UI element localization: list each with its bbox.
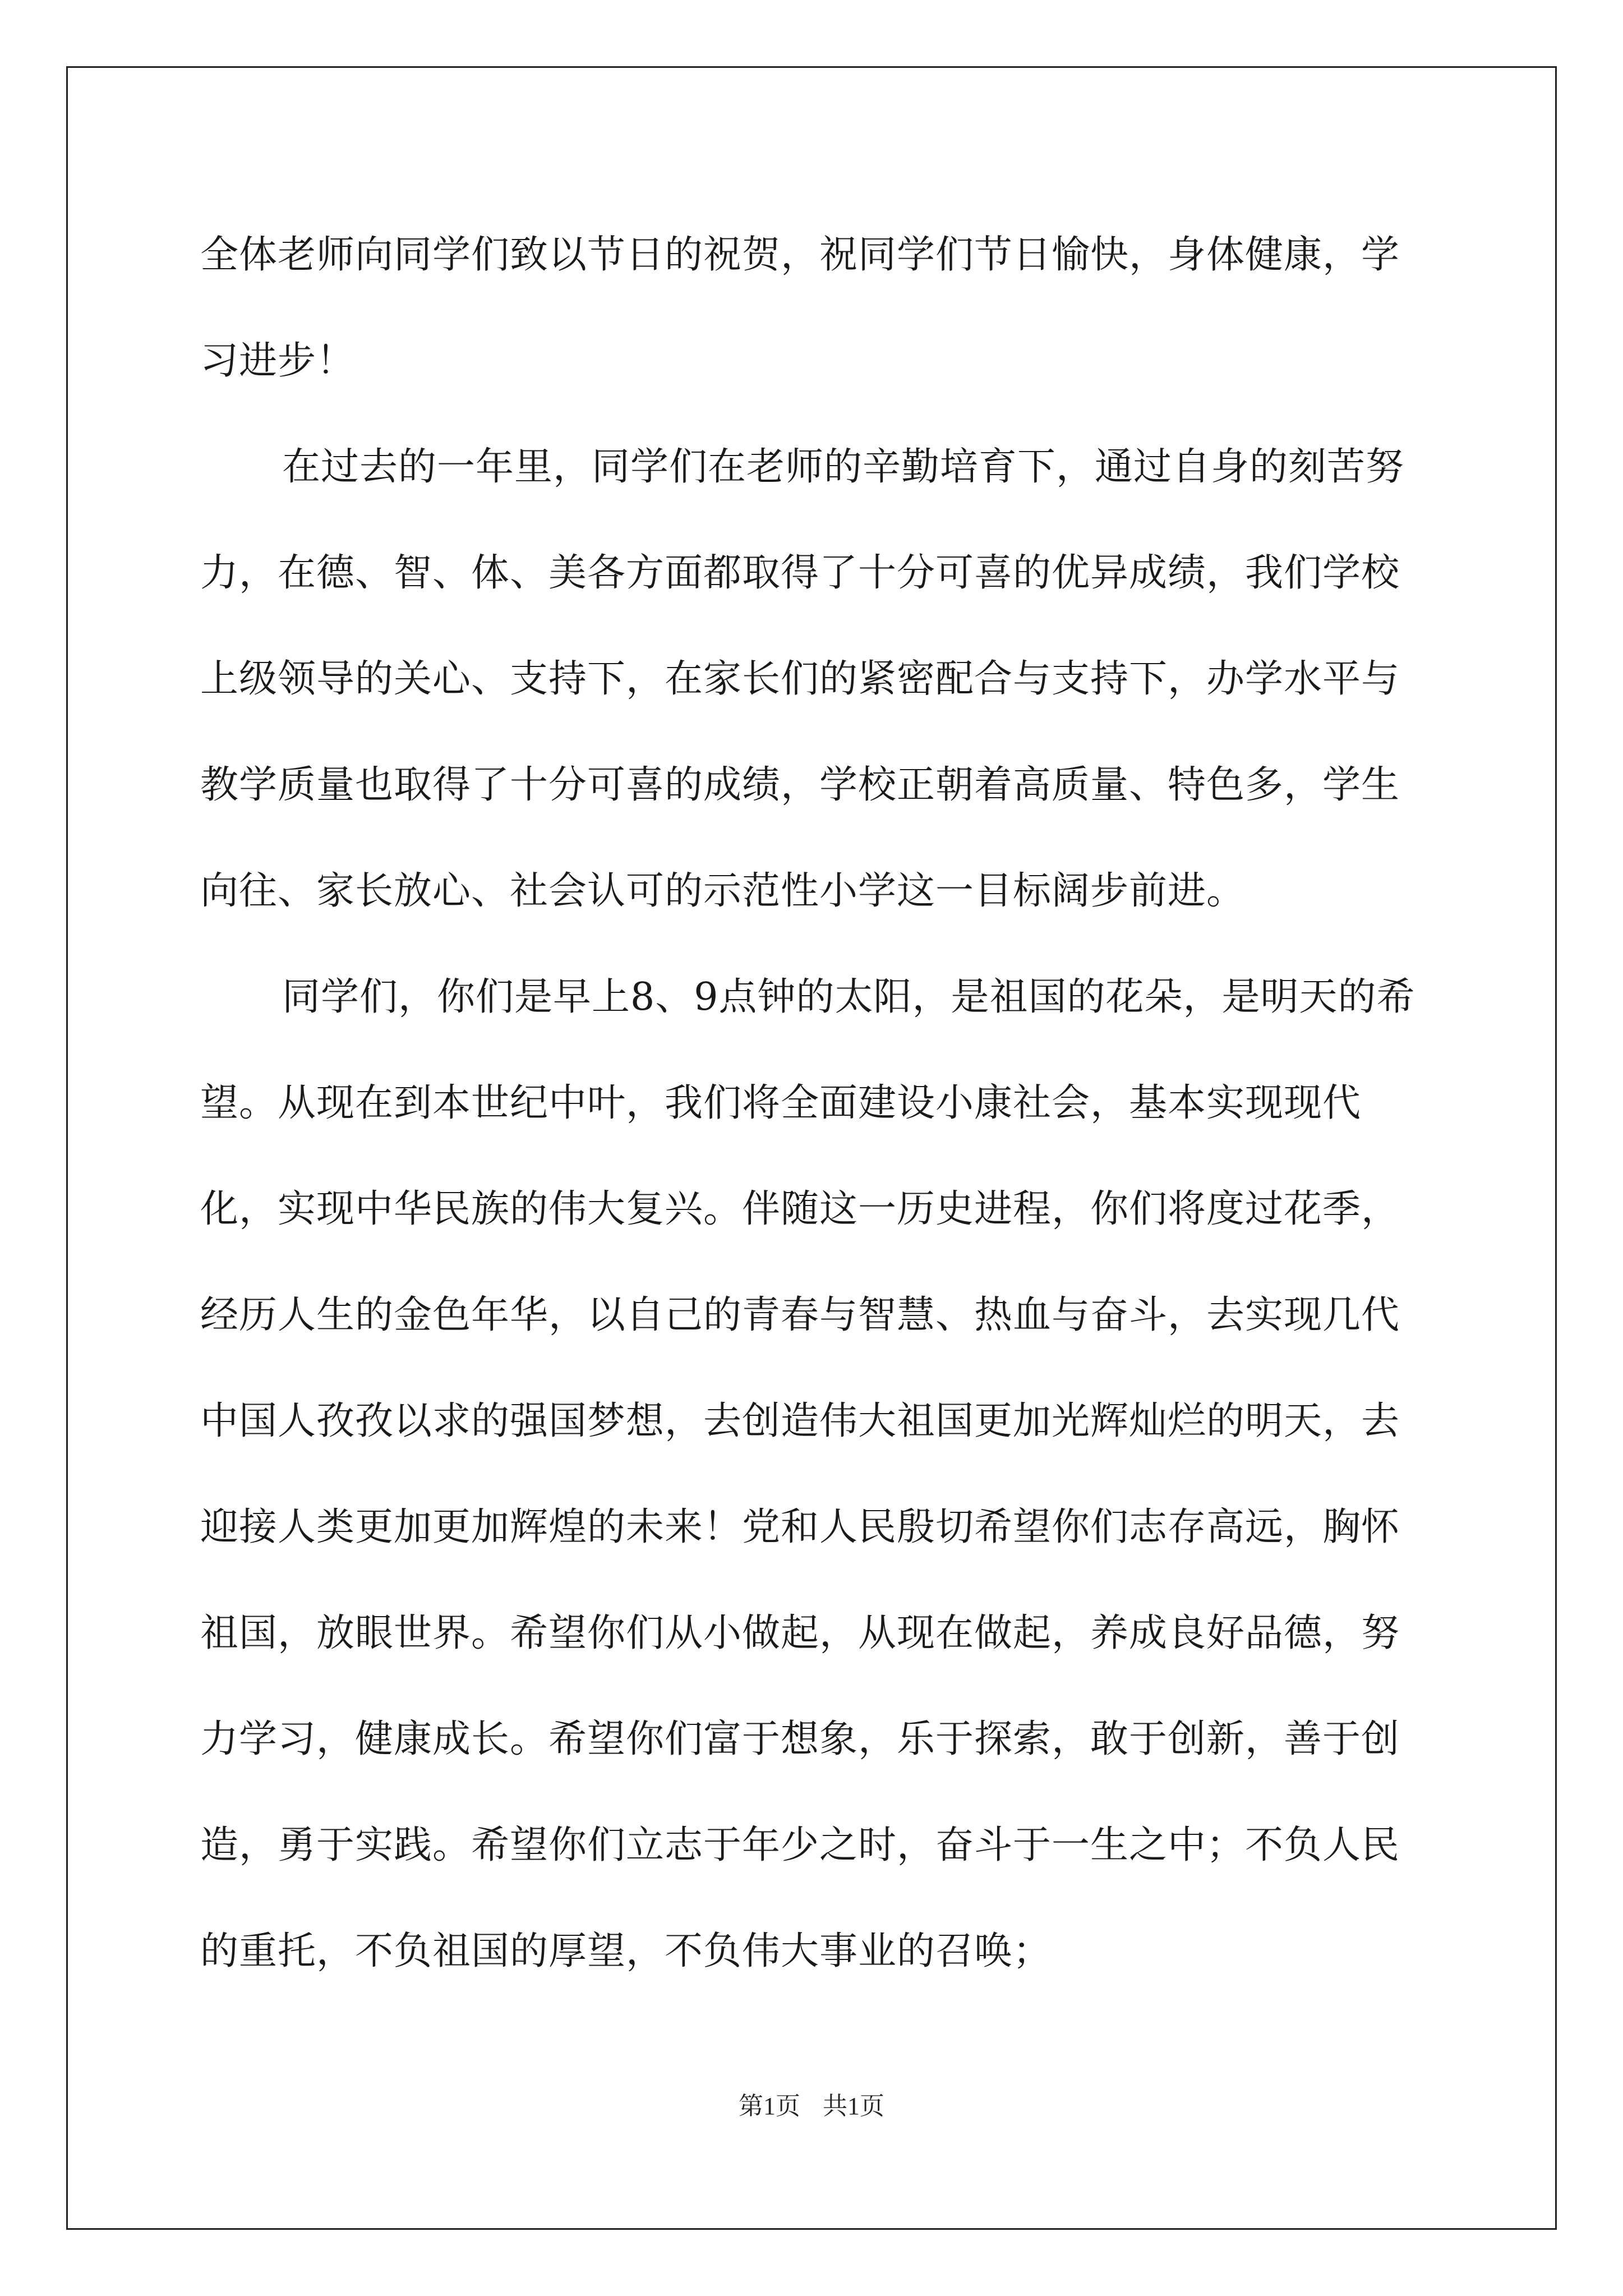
paragraph-greeting: 全体老师向同学们致以节日的祝贺，祝同学们节日愉快，身体健康，学习进步！	[200, 233, 1400, 383]
page-footer	[0, 2086, 1623, 2122]
paragraph-hopes: 同学们，你们是早上8、9点钟的太阳，是祖国的花朵，是明天的希望。从现在到本世纪中叶，我们将全面建设小康社会，基本实现现代化，实现中华民族的伟大复兴。伴随这一历史进程，你们将度过花季，经历人生的金色年华，以自己的青春与智慧、热血与奋斗，去实现几代中国人孜孜以求的强国梦想，去创造伟大祖国更加光辉灿烂的明天，去迎接人类更加更加辉煌的未来！党和人民殷切希望你们志存高远，胸怀祖国，放眼世界。希望你们从小做起，从现在做起，养成良好品德，努力学习，健康成长。希望你们富于想象，乐于探索，敢于创新，善于创造，勇于实践。希望你们立志于年少之时，奋斗于一生之中；不负人民的重托，不负祖国的厚望，不负伟大事业的召唤；	[200, 975, 1415, 1973]
page-number: 第1页	[739, 2092, 800, 2120]
page-total: 共1页	[823, 2092, 884, 2120]
paragraph-achievements: 在过去的一年里，同学们在老师的辛勤培育下，通过自身的刻苦努力，在德、智、体、美各方面都取得了十分可喜的优异成绩，我们学校上级领导的关心、支持下，在家长们的紧密配合与支持下，办学水平与教学质量也取得了十分可喜的成绩，学校正朝着高质量、特色多，学生向往、家长放心、社会认可的示范性小学这一目标阔步前进。	[200, 445, 1405, 913]
document-body	[200, 202, 1428, 2004]
